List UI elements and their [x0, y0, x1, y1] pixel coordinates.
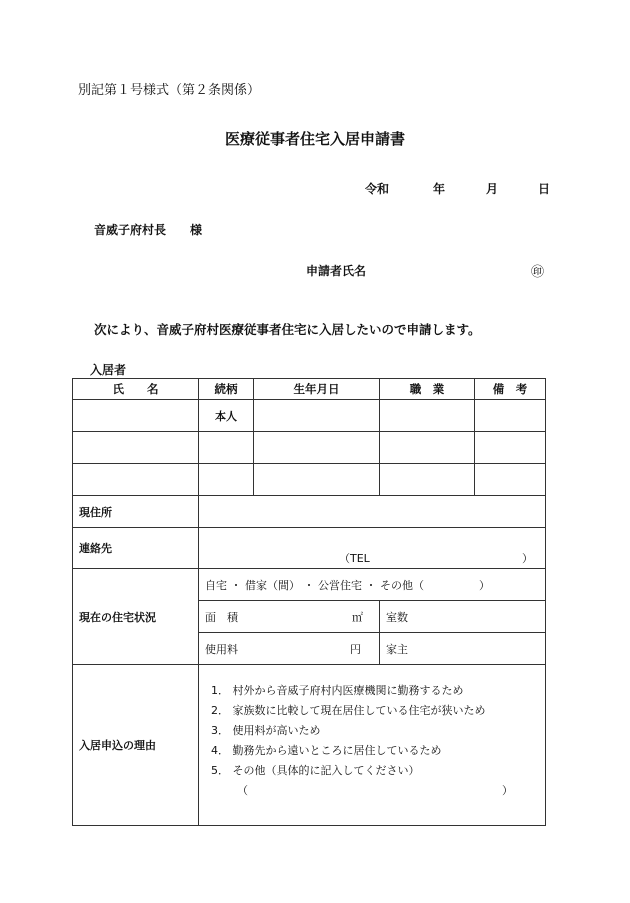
date-era: 令和: [365, 182, 390, 196]
header-remarks: 備 考: [475, 379, 546, 400]
seal-mark: ㊞: [531, 265, 545, 280]
reason-item[interactable]: 2． 家族数に比較して現在居住している住宅が狭いため: [211, 704, 486, 717]
resident-remarks-field[interactable]: [475, 432, 546, 464]
paren-close: ）: [502, 784, 513, 797]
residents-header-row: [73, 379, 546, 400]
resident-occupation-field[interactable]: [380, 400, 475, 432]
resident-row: [73, 432, 546, 464]
rent-label: 使用料: [205, 642, 238, 656]
resident-remarks-field[interactable]: [475, 464, 546, 496]
applicant-name-label: 申請者氏名: [306, 264, 367, 278]
resident-relation-field[interactable]: [199, 464, 254, 496]
resident-row: [73, 400, 546, 432]
resident-name-field[interactable]: [73, 464, 199, 496]
resident-name-field[interactable]: [73, 400, 199, 432]
resident-row: [73, 464, 546, 496]
form-reference: 別記第１号様式（第２条関係）: [78, 83, 261, 98]
rooms-label: 室数: [386, 610, 408, 624]
reason-row: [73, 665, 546, 826]
reason-item[interactable]: 1． 村外から音威子府村内医療機関に勤務するため: [211, 684, 464, 697]
resident-relation-field[interactable]: [199, 432, 254, 464]
header-name: 氏 名: [73, 379, 199, 400]
header-relation: 続柄: [199, 379, 254, 400]
tel-open: （TEL: [339, 552, 370, 565]
header-birthdate: 生年月日: [254, 379, 380, 400]
date-day: 日: [538, 182, 551, 196]
residents-label: 入居者: [90, 363, 127, 377]
paren-open: （: [237, 784, 248, 797]
document-title: 医療従事者住宅入居申請書: [224, 130, 405, 148]
current-address-field[interactable]: [199, 496, 546, 528]
tel-close: ）: [522, 552, 533, 565]
rent-unit: 円: [350, 642, 361, 656]
reason-item[interactable]: 4． 勤務先から遠いところに居住しているため: [211, 744, 442, 757]
contact-row: [73, 528, 546, 569]
rooms-cell[interactable]: [380, 601, 546, 633]
area-label: 面 積: [205, 610, 238, 624]
contact-field[interactable]: [199, 528, 546, 569]
contact-label: 連絡先: [73, 528, 199, 569]
application-table: [72, 378, 546, 826]
reason-label: 入居申込の理由: [73, 665, 199, 826]
current-address-label: 現住所: [73, 496, 199, 528]
other-detail-line[interactable]: [205, 781, 539, 801]
housing-types-row: [73, 569, 546, 601]
owner-cell[interactable]: [380, 633, 546, 665]
housing-status-label: 現在の住宅状況: [73, 569, 199, 665]
current-address-row: [73, 496, 546, 528]
header-occupation: 職 業: [380, 379, 475, 400]
date-month: 月: [486, 182, 499, 196]
date-year: 年: [433, 182, 446, 196]
owner-label: 家主: [386, 642, 408, 656]
rent-cell[interactable]: [199, 633, 380, 665]
area-cell[interactable]: [199, 601, 380, 633]
resident-relation-field: 本人: [199, 400, 254, 432]
resident-birthdate-field[interactable]: [254, 432, 380, 464]
resident-birthdate-field[interactable]: [254, 400, 380, 432]
housing-types-options[interactable]: 自宅 ・ 借家（間） ・ 公営住宅 ・ その他（ ）: [199, 569, 546, 601]
resident-occupation-field[interactable]: [380, 464, 475, 496]
request-statement: 次により、音威子府村医療従事者住宅に入居したいので申請します。: [94, 322, 481, 337]
addressee: 音威子府村長 様: [94, 223, 203, 237]
reason-options[interactable]: [199, 665, 546, 826]
resident-remarks-field[interactable]: [475, 400, 546, 432]
area-unit: ㎡: [352, 610, 363, 624]
resident-birthdate-field[interactable]: [254, 464, 380, 496]
reason-item[interactable]: 5． その他（具体的に記入してください）: [211, 764, 420, 777]
resident-name-field[interactable]: [73, 432, 199, 464]
reason-item[interactable]: 3． 使用料が高いため: [211, 724, 321, 737]
resident-occupation-field[interactable]: [380, 432, 475, 464]
